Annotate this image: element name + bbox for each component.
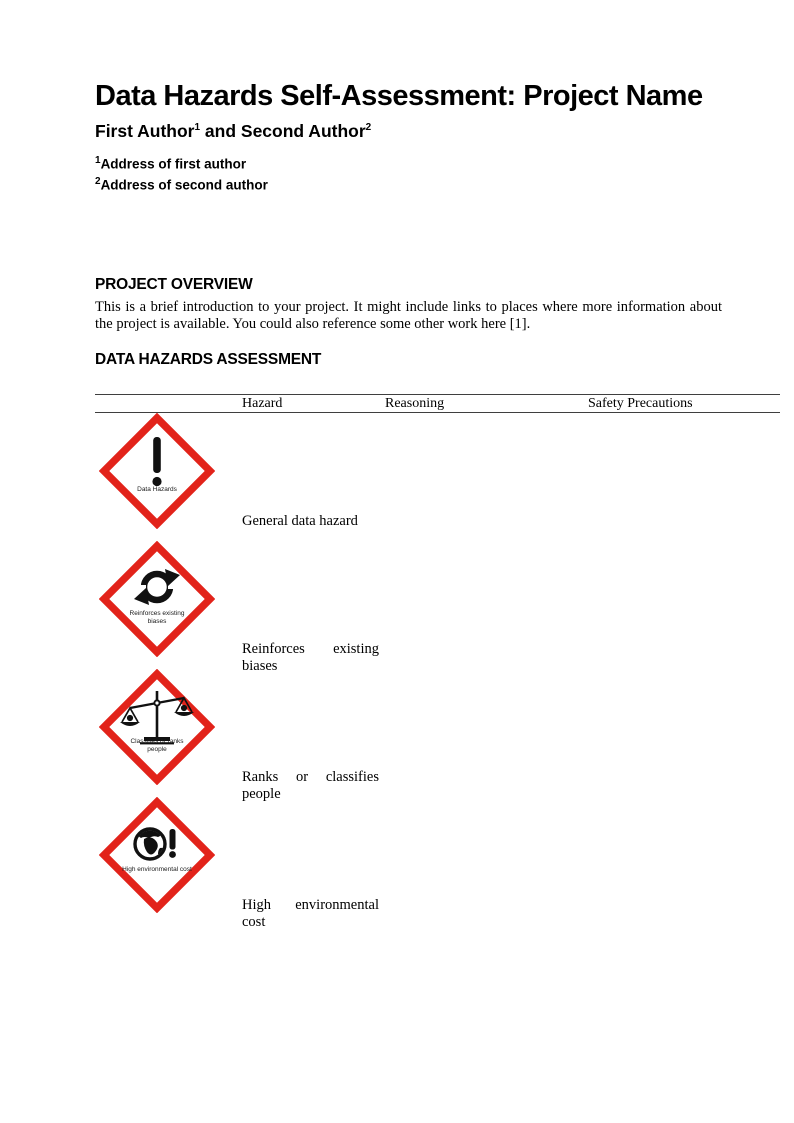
table-header-safety-precautions: Safety Precautions — [588, 396, 693, 411]
safety-precautions-cell — [588, 669, 780, 797]
hazard-icon-cell — [95, 541, 242, 669]
affiliation-line — [95, 173, 695, 194]
second-author-affiliation-mark: 2 — [365, 122, 372, 134]
section-heading-data-hazards-assessment: DATA HAZARDS ASSESSMENT — [95, 351, 322, 368]
affiliation-text: Address of first author — [100, 156, 247, 172]
affiliation-text: Address of second author — [100, 177, 268, 192]
ghs-diamond-graphic — [99, 413, 215, 529]
authors-connector: and — [200, 121, 241, 141]
table-header-hazard: Hazard — [242, 396, 283, 411]
first-author-affiliation-mark: 1 — [194, 122, 201, 134]
table-header-row — [95, 394, 780, 413]
table-row — [95, 797, 780, 930]
affiliation-line — [95, 152, 695, 173]
cycle-arrows-diamond-icon — [99, 541, 215, 657]
affiliations-block — [95, 152, 695, 193]
page-title: Data Hazards Self-Assessment: Project Name — [95, 80, 703, 112]
reasoning-cell — [385, 669, 588, 797]
authors-line — [95, 121, 695, 142]
ghs-diamond-graphic — [99, 541, 215, 657]
exclamation-diamond-icon — [99, 413, 215, 529]
hazards-assessment-table — [95, 394, 780, 930]
hazard-cell: General data hazard — [242, 513, 358, 529]
diamond-caption: Reinforces existing biases — [129, 610, 185, 625]
diamond-caption: Classifies or ranks people — [130, 738, 184, 753]
reasoning-cell — [385, 413, 588, 541]
section-heading-project-overview: PROJECT OVERVIEW — [95, 276, 253, 293]
balance-scale-diamond-icon — [99, 669, 215, 785]
hazard-cell: Ranks or classifies people — [242, 769, 379, 802]
hazard-icon-cell — [95, 413, 242, 541]
first-author-name: First Author — [95, 121, 195, 141]
hazard-icon-cell — [95, 669, 242, 797]
ghs-diamond-graphic — [99, 797, 215, 913]
table-row — [95, 669, 780, 802]
safety-precautions-cell — [588, 541, 780, 669]
reasoning-cell — [385, 541, 588, 669]
table-row — [95, 541, 780, 674]
reasoning-cell — [385, 797, 588, 925]
table-header-reasoning: Reasoning — [385, 396, 445, 411]
diamond-caption: Data Hazards — [137, 486, 177, 493]
safety-precautions-cell — [588, 797, 780, 925]
ghs-diamond-graphic — [99, 669, 215, 785]
second-author-name: Second Author — [240, 121, 366, 141]
globe-exclamation-diamond-icon — [99, 797, 215, 913]
safety-precautions-cell — [588, 413, 780, 541]
exclamation-icon — [152, 437, 161, 486]
globe-exclamation-icon — [135, 829, 176, 859]
hazard-icon-cell — [95, 797, 242, 925]
hazard-cell: High environmental cost — [242, 897, 379, 930]
affiliation-mark: 2 — [95, 175, 101, 187]
hazard-cell: Reinforces existing biases — [242, 641, 379, 674]
project-overview-paragraph: This is a brief introduction to your project. It might include links to places where more information about the project is available. You could also reference some other work here [1]. — [95, 299, 722, 332]
table-row — [95, 413, 780, 541]
affiliation-mark: 1 — [95, 155, 101, 166]
table-header-icon-column — [95, 395, 242, 412]
diamond-caption: High environmental cost — [122, 866, 192, 873]
